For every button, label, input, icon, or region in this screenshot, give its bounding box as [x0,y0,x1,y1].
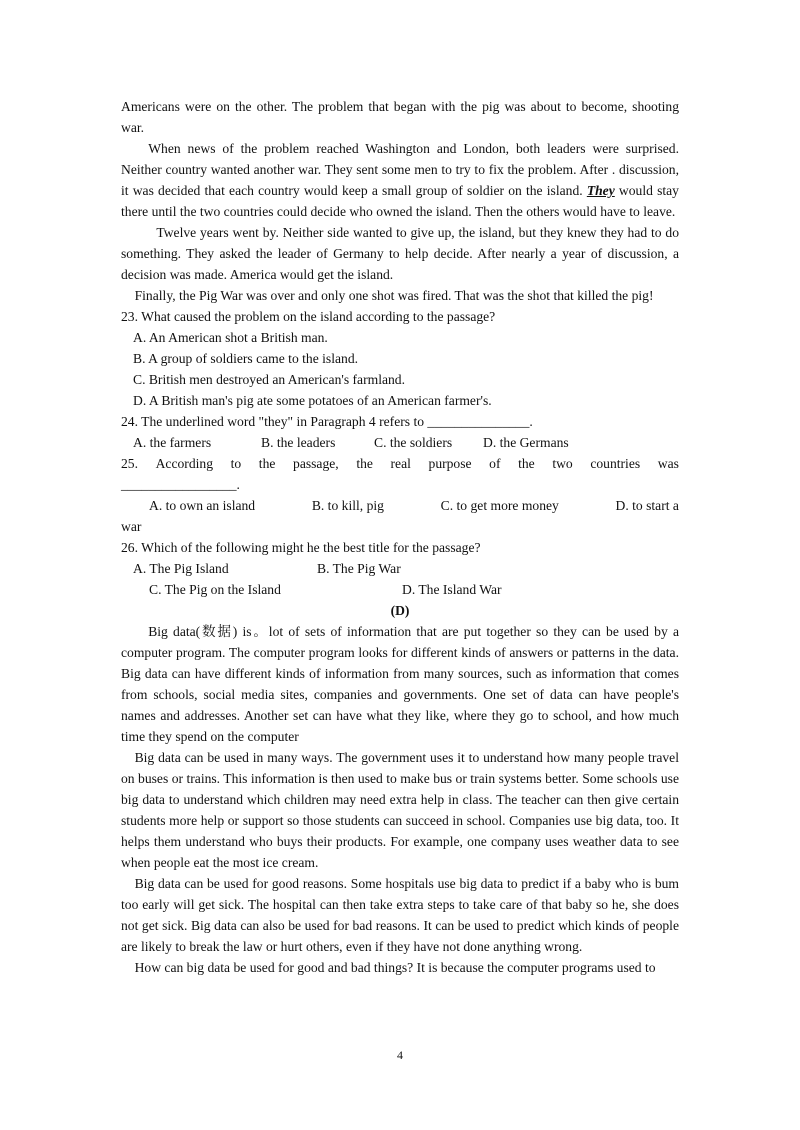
passage-c-paragraph-2 [121,138,679,222]
q25-word: to [230,456,242,471]
question-24-options [121,432,679,453]
question-26-options-row-1 [121,558,679,579]
question-24-option-a: A. the farmers [133,435,212,450]
question-23-option-c: C. British men destroyed an American's farmland. [133,372,405,387]
question-25-option-a: A. to own an island [149,498,256,513]
question-25-options [121,495,679,516]
question-24-option-c: C. the soldiers [374,435,453,450]
q25-word: of [489,456,501,471]
question-23-option-d: D. A British man's pig ate some potatoes of an American farmer's. [133,393,492,408]
paragraph-2-text-after: would stay there until the two countries could decide who owned the island. Then the others would have to leave. [121,183,679,219]
q25-word: passage, [293,456,339,471]
question-24-option-d: D. the Germans [483,435,569,450]
q25-word: two [552,456,573,471]
paragraph-2-text-before: When news of the problem reached Washington and London, both leaders were surprised. Neither country wanted another war. They sent some men to try to fix the problem. After . discussion, it was decided that each country would keep a small group of soldier on the island. [121,141,679,198]
q25-word: the [258,456,276,471]
question-25-stem [121,453,679,474]
passage-c-paragraph-3: Twelve years went by. Neither side wanted to give up, the island, but they knew they had to do something. They asked the leader of Germany to help decide. After nearly a year of discussion, a decision was made. America would get the island. [121,225,679,282]
passage-c-paragraph-1: Americans were on the other. The problem that began with the pig was about to become, shooting war. [121,99,679,135]
q25-word: was [657,456,679,471]
passage-c-paragraph-4: Finally, the Pig War was over and only one shot was fired. That was the shot that killed the pig! [134,288,654,303]
question-25-blank: _________________. [121,477,240,492]
q25-word: According [155,456,213,471]
question-26-stem: 26. Which of the following might he the best title for the passage? [121,540,481,555]
passage-d-paragraph-4: How can big data be used for good and bad things? It is because the computer programs used to [134,960,656,975]
question-26-option-b: B. The Pig War [317,561,401,576]
q25-word: 25. [121,456,138,471]
question-25-option-b: B. to kill, pig [311,498,384,513]
q25-word: the [356,456,373,471]
q25-word: countries [590,456,641,471]
question-26-option-d: D. The Island War [402,582,502,597]
q25-word: real [390,456,411,471]
passage-d-heading: (D) [390,603,410,618]
question-24-option-b: B. the leaders [261,435,336,450]
question-26-option-c: C. The Pig on the Island [149,582,281,597]
q25-word: purpose [428,456,472,471]
question-23-option-a: A. An American shot a British man. [133,330,328,345]
question-25-option-d-continued: war [121,519,142,534]
question-23-stem: 23. What caused the problem on the island according to the passage? [121,309,496,324]
question-24-stem: 24. The underlined word "they" in Paragraph 4 refers to _______________. [121,414,533,429]
underlined-word-they: They [586,183,615,198]
question-26-options-row-2 [121,579,679,600]
passage-d-paragraph-2: Big data can be used in many ways. The government uses it to understand how many people travel on buses or trains. This information is then used to make bus or train systems better. Some schools use big data to understand which children may need extra help in class. The teacher can then give certain students more help or support so those students can succeed in school. Companies use big data, too. It helps them understand who buys their products. For example, one company uses weather data to see when people eat the most ice cream. [121,750,679,870]
passage-d-paragraph-1: Big data(数据) is。lot of sets of information that are put together so they can be used by a computer program. The computer program looks for different kinds of answers or patterns in the data. Big data can have different kinds of information from many sources, such as information that comes from schools, social media sites, companies and governments. One set of data can have people's names and addresses. Another set can have what they like, where they go to school, and how much time they spend on the computer [121,624,679,744]
question-25-option-d: D. to start a [615,498,679,513]
question-25-option-c: C. to get more money [440,498,559,513]
passage-d-paragraph-3: Big data can be used for good reasons. Some hospitals use big data to predict if a baby who is bum too early will get sick. The hospital can then take extra steps to take care of that baby so he, she does not get sick. Big data can also be used for bad reasons. It can be used to predict which kinds of people are likely to break the law or hurt others, even if they have not done anything wrong. [121,876,679,954]
q25-word: the [518,456,535,471]
page-number: 4 [397,1048,403,1062]
question-23-option-b: B. A group of soldiers came to the island. [133,351,359,366]
question-26-option-a: A. The Pig Island [133,561,229,576]
document-page [121,96,679,978]
